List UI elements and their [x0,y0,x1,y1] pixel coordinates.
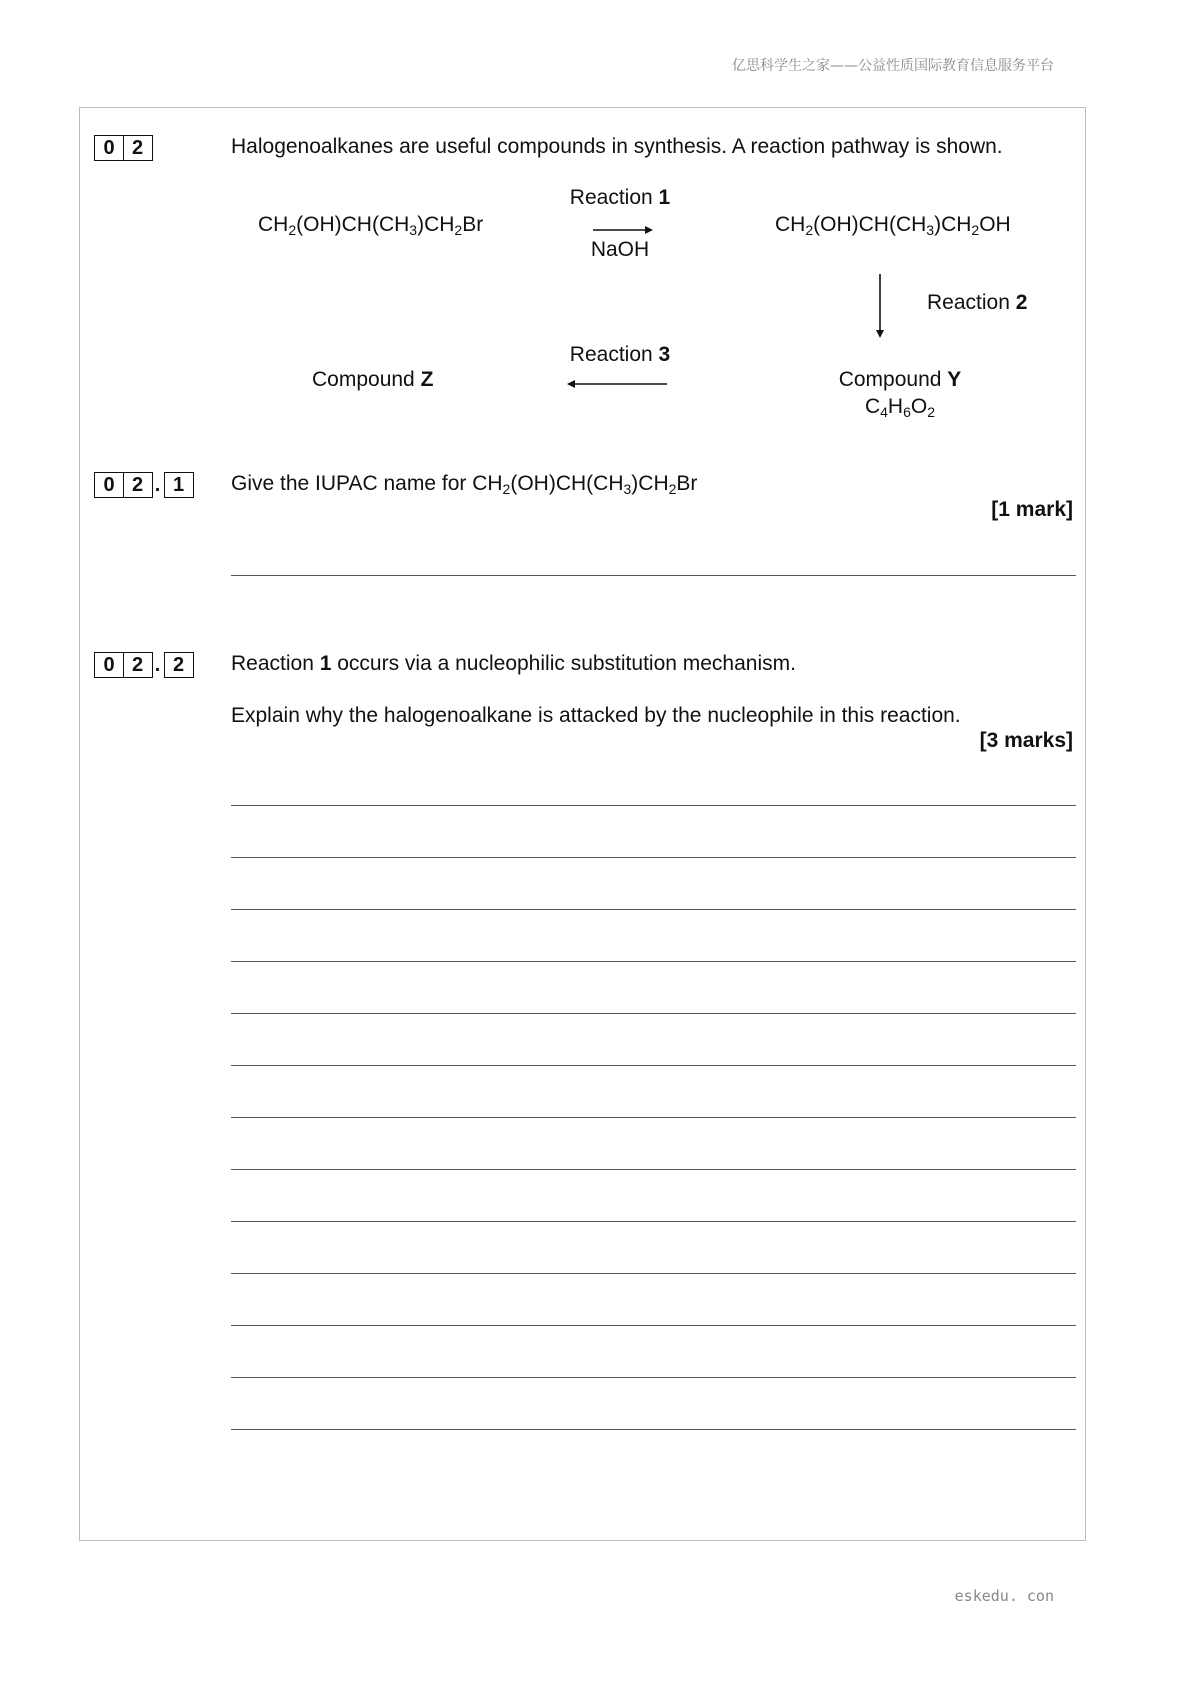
part2-answer-line[interactable] [231,1325,1076,1326]
part2-marks: [3 marks] [979,729,1073,752]
reaction1-arrow [593,224,653,236]
part2-answer-line[interactable] [231,1013,1076,1014]
header-note: 亿思科学生之家——公益性质国际教育信息服务平台 [732,58,1054,74]
part2-number-digit: 2 [123,652,153,678]
part2-answer-line[interactable] [231,1117,1076,1118]
start-compound-formula: $CH_2(OH)CH(CH_3)CH_2Br$ [258,213,484,238]
question-intro: Halogenoalkanes are useful compounds in synthesis. A reaction pathway is shown. [231,135,1003,158]
part2-line2: Explain why the halogenoalkane is attacked by the nucleophile in this reaction. [231,704,961,727]
part2-number [94,652,194,678]
product1-formula: $CH_2(OH)CH(CH_3)CH_2OH$ [775,213,1011,238]
part2-answer-line[interactable] [231,1221,1076,1222]
reaction2-label: Reaction 2 [927,291,1028,314]
question-number-digit: 2 [123,135,153,161]
part1-answer-line[interactable] [231,575,1076,576]
reaction1-label: Reaction 1 [569,186,671,209]
part2-answer-line[interactable] [231,1065,1076,1066]
compound-y: Compound Y [838,368,962,391]
part2-answer-line[interactable] [231,909,1076,910]
part2-answer-line[interactable] [231,961,1076,962]
reaction1-reagent: NaOH [590,238,650,261]
part2-answer-line[interactable] [231,1273,1076,1274]
part2-number-dot: . [154,653,161,676]
part2-answer-line[interactable] [231,1377,1076,1378]
part2-number-digit: 0 [94,652,124,678]
reaction2-arrow [874,274,886,338]
reaction3-label: Reaction 3 [569,343,671,366]
compound-z: Compound Z [312,368,434,391]
part1-number-digit: 2 [123,472,153,498]
part2-line1: Reaction 1 occurs via a nucleophilic substitution mechanism. [231,652,796,675]
compound-y-formula: $C_4H_6O_2$ [864,395,936,420]
footer-note: eskedu. con [954,1587,1054,1605]
question-number-digit: 0 [94,135,124,161]
part1-number-digit: 0 [94,472,124,498]
part1-number [94,472,194,498]
part1-prompt: Give the IUPAC name for $CH_2(OH)CH(CH_3)CH_2Br$ [231,472,698,497]
part2-answer-line[interactable] [231,805,1076,806]
part1-marks: [1 mark] [991,498,1073,521]
reaction3-arrow [567,378,667,390]
part1-number-digit: 1 [164,472,194,498]
part1-number-dot: . [154,473,161,496]
question-number [94,135,153,161]
part2-answer-line[interactable] [231,1429,1076,1430]
part2-number-digit: 2 [164,652,194,678]
part2-answer-line[interactable] [231,857,1076,858]
part2-answer-line[interactable] [231,1169,1076,1170]
